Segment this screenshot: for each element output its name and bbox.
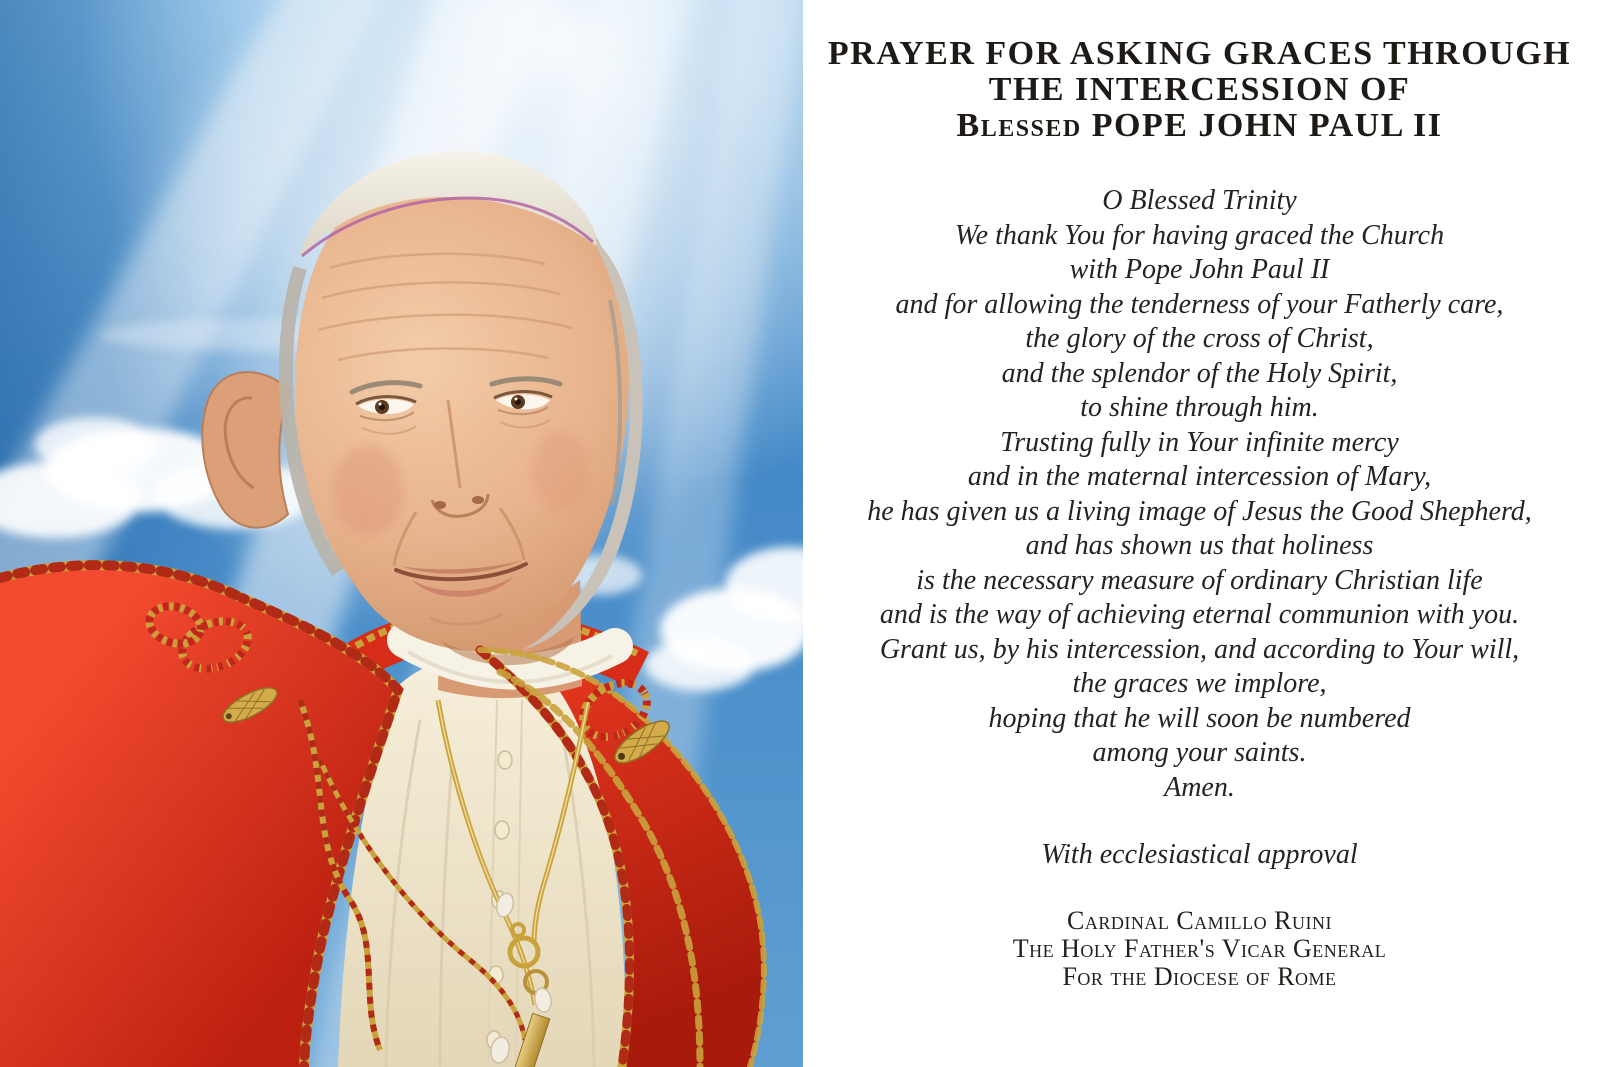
text-line: and for allowing the tenderness of your Fatherly care,: [895, 288, 1504, 320]
text-line: Blessed POPE JOHN PAUL II: [956, 107, 1443, 144]
text-line: the glory of the cross of Christ,: [1025, 323, 1374, 354]
text-line: For the Diocese of Rome: [1062, 962, 1337, 991]
text-line: Cardinal Camillo Ruini: [1067, 906, 1332, 935]
text-line: and has shown us that holiness: [1025, 530, 1374, 561]
text-line: hoping that he will soon be numbered: [988, 702, 1411, 734]
text-line: is the necessary measure of ordinary Christian life: [916, 564, 1483, 596]
prayer-panel: [803, 0, 1600, 1067]
ecclesiastical-approval-note: With ecclesiastical approval: [1041, 839, 1358, 870]
text-line: Amen.: [1164, 771, 1235, 803]
text-line: and is the way of achieving eternal communion with you.: [879, 599, 1520, 630]
text-line: with Pope John Paul II: [1069, 254, 1330, 285]
text-line: THE INTERCESSION OF: [988, 71, 1411, 108]
text-line: he has given us a living image of Jesus the Good Shepherd,: [867, 495, 1532, 527]
text-line: to shine through him.: [1080, 392, 1319, 423]
text-line: Trusting fully in Your infinite mercy: [1000, 426, 1399, 458]
text-line: Grant us, by his intercession, and according to Your will,: [879, 633, 1520, 665]
attribution: [825, 907, 1574, 991]
text-line: among your saints.: [1092, 737, 1307, 768]
text-line: and the splendor of the Holy Spirit,: [1001, 357, 1398, 389]
prayer-text: [825, 184, 1574, 805]
text-line: PRAYER FOR ASKING GRACES THROUGH: [827, 35, 1572, 72]
prayer-title: [825, 36, 1574, 144]
cheek-blush-left: [332, 444, 404, 536]
cheek-blush-right: [532, 430, 588, 510]
text-line: and in the maternal intercession of Mary,: [967, 461, 1432, 492]
text-line: The Holy Father's Vicar General: [1012, 934, 1387, 963]
text-line: O Blessed Trinity: [1102, 185, 1297, 216]
text-line: We thank You for having graced the Church: [954, 219, 1445, 251]
text-line: the graces we implore,: [1072, 668, 1327, 699]
